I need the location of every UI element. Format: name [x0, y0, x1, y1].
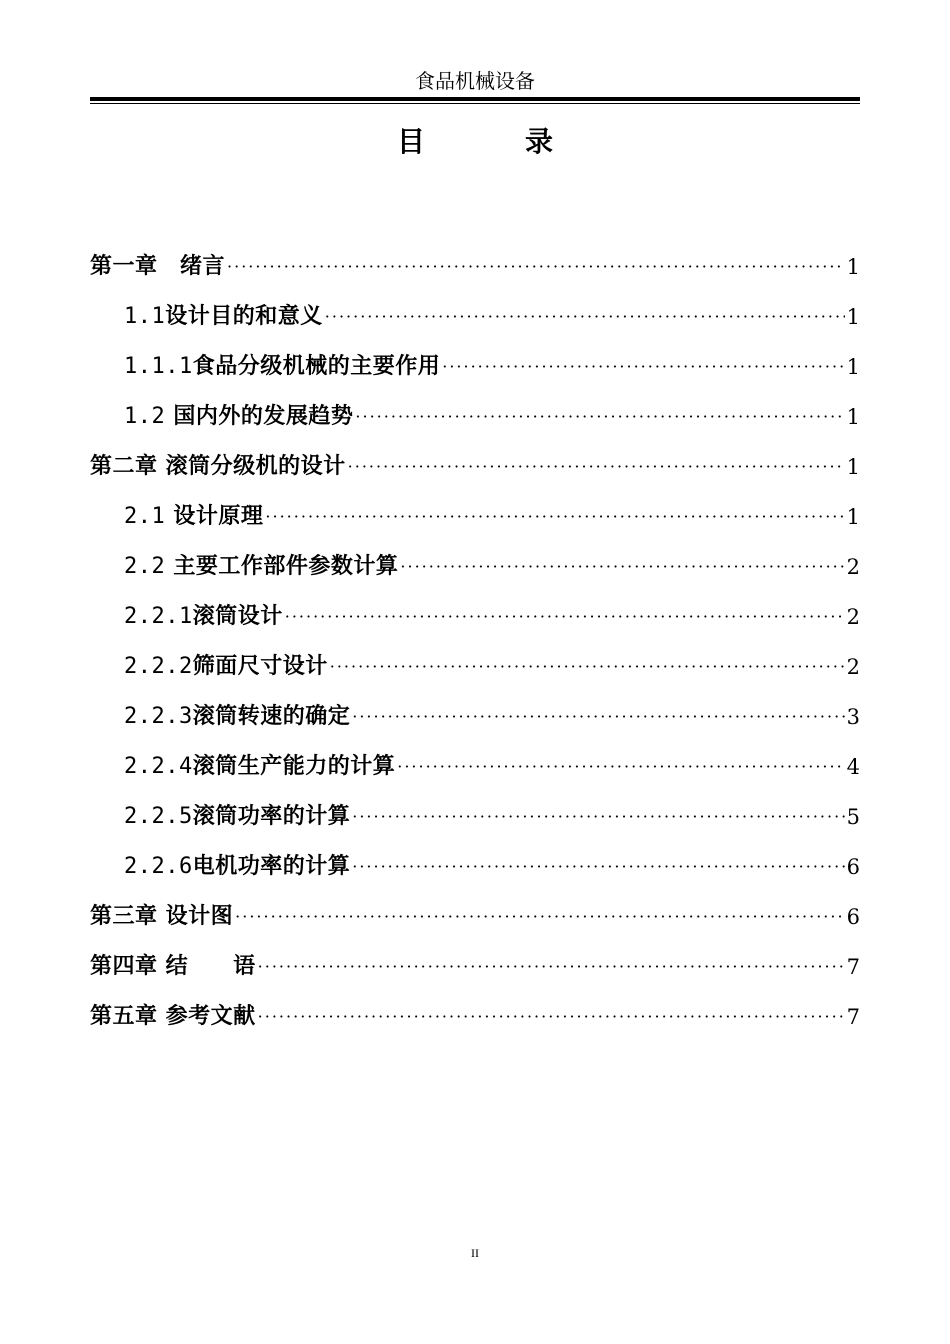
toc-entry-page: 2	[846, 555, 860, 579]
toc-leader-dots	[258, 942, 845, 992]
toc-leader-dots	[227, 242, 845, 292]
toc-entry-label: 食品分级机械的主要作用	[192, 354, 441, 379]
toc-entry-number: 1.1	[124, 304, 166, 329]
toc-leader-dots	[352, 842, 844, 892]
toc-entry-2-2-3[interactable]	[90, 692, 860, 742]
toc-entry-label: 第一章 绪言	[90, 254, 226, 279]
toc-entry-label: 第二章 滚筒分级机的设计	[90, 454, 346, 479]
toc-entry-page: 2	[846, 655, 860, 679]
toc-entry-number: 2.1	[124, 504, 166, 529]
toc-entry-page: 7	[846, 1005, 860, 1029]
toc-entry-page: 6	[846, 905, 860, 929]
toc-entry-number: 2.2.4	[124, 754, 193, 779]
page-title-char-1: 目	[396, 125, 425, 158]
toc-entry-1-2[interactable]	[90, 392, 860, 442]
table-of-contents	[90, 242, 860, 1042]
toc-entry-label: 设计目的和意义	[165, 304, 323, 329]
toc-entry-page: 1	[846, 405, 860, 429]
toc-entry-number: 2.2.6	[124, 854, 193, 879]
toc-leader-dots	[235, 892, 844, 942]
toc-entry-number: 2.2.1	[124, 604, 193, 629]
toc-leader-dots	[397, 742, 844, 792]
toc-entry-label: 设计原理	[165, 504, 264, 529]
toc-entry-page: 1	[846, 355, 860, 379]
toc-leader-dots	[400, 542, 844, 592]
toc-entry-page: 3	[846, 705, 860, 729]
header-rule-thick	[90, 97, 860, 101]
toc-entry-number: 2.2.2	[124, 654, 193, 679]
toc-entry-number: 1.2	[124, 404, 166, 429]
toc-entry-2-2[interactable]	[90, 542, 860, 592]
toc-entry-label: 电机功率的计算	[192, 854, 351, 879]
page-title	[90, 122, 860, 162]
toc-entry-2-2-1[interactable]	[90, 592, 860, 642]
toc-entry-chapter-1[interactable]	[90, 242, 860, 292]
toc-entry-page: 4	[846, 755, 860, 779]
toc-leader-dots	[285, 592, 845, 642]
toc-entry-page: 6	[846, 855, 860, 879]
toc-entry-number: 2.2.5	[124, 804, 193, 829]
header-rule-thin	[90, 103, 860, 104]
toc-entry-page: 2	[846, 605, 860, 629]
toc-entry-chapter-3[interactable]	[90, 892, 860, 942]
toc-leader-dots	[442, 342, 844, 392]
toc-entry-page: 1	[846, 505, 860, 529]
toc-entry-page: 7	[846, 955, 860, 979]
toc-entry-label: 滚筒生产能力的计算	[192, 754, 396, 779]
toc-entry-page: 1	[846, 455, 860, 479]
toc-leader-dots	[265, 492, 844, 542]
page-title-char-2: 录	[525, 125, 554, 158]
toc-entry-label: 第四章 结 语	[90, 954, 256, 979]
toc-entry-chapter-4[interactable]	[90, 942, 860, 992]
toc-entry-label: 滚筒转速的确定	[192, 704, 351, 729]
toc-entry-chapter-5[interactable]	[90, 992, 860, 1042]
toc-entry-page: 1	[846, 255, 860, 279]
toc-entry-label: 滚筒设计	[192, 604, 283, 629]
running-header: 食品机械设备	[415, 69, 535, 93]
toc-leader-dots	[352, 792, 844, 842]
toc-entry-label: 国内外的发展趋势	[165, 404, 354, 429]
toc-entry-2-2-6[interactable]	[90, 842, 860, 892]
toc-leader-dots	[348, 442, 845, 492]
toc-entry-label: 第五章 参考文献	[90, 1004, 256, 1029]
toc-entry-2-2-2[interactable]	[90, 642, 860, 692]
toc-entry-2-1[interactable]	[90, 492, 860, 542]
toc-entry-2-2-4[interactable]	[90, 742, 860, 792]
toc-entry-label: 第三章 设计图	[90, 904, 234, 929]
toc-entry-page: 1	[846, 305, 860, 329]
toc-leader-dots	[258, 992, 845, 1042]
toc-entry-number: 2.2	[124, 554, 166, 579]
toc-entry-label: 筛面尺寸设计	[192, 654, 328, 679]
toc-entry-2-2-5[interactable]	[90, 792, 860, 842]
page-number-footer: II	[471, 1246, 479, 1260]
toc-leader-dots	[352, 692, 844, 742]
toc-entry-number: 1.1.1	[124, 354, 193, 379]
toc-entry-1-1[interactable]	[90, 292, 860, 342]
toc-entry-chapter-2[interactable]	[90, 442, 860, 492]
toc-leader-dots	[330, 642, 845, 692]
toc-entry-label: 主要工作部件参数计算	[165, 554, 399, 579]
toc-entry-1-1-1[interactable]	[90, 342, 860, 392]
toc-leader-dots	[355, 392, 844, 442]
toc-entry-page: 5	[846, 805, 860, 829]
toc-leader-dots	[325, 292, 845, 342]
toc-entry-label: 滚筒功率的计算	[192, 804, 351, 829]
toc-entry-number: 2.2.3	[124, 704, 193, 729]
